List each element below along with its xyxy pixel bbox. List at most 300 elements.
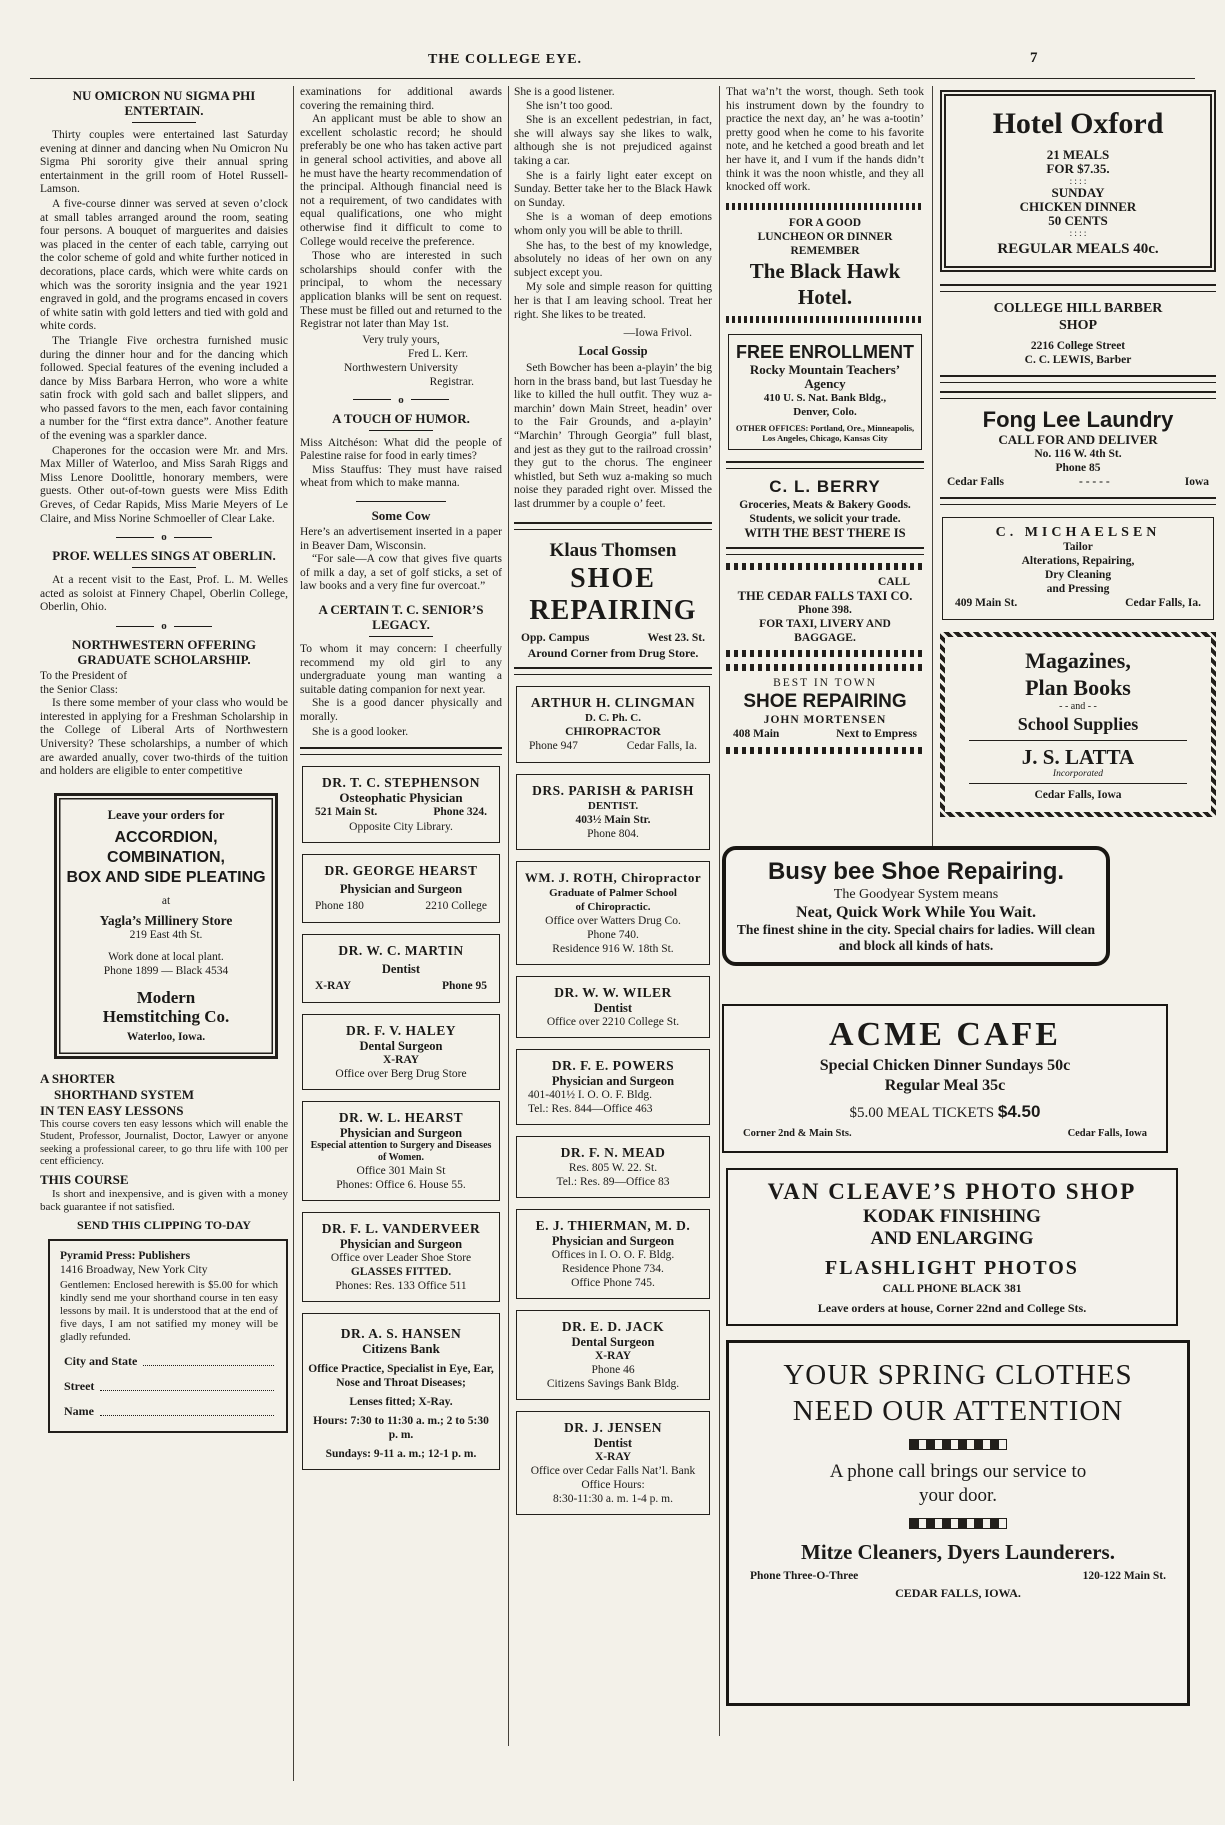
ad-line: CALL FOR AND DELIVER xyxy=(998,432,1158,447)
credentials: Graduate of Palmer School xyxy=(549,886,677,899)
paragraph: Here’s an advertisement inserted in a paper in Beaver Dam, Wisconsin. xyxy=(300,526,502,552)
directory-ad-roth xyxy=(516,861,710,965)
printer-ornament xyxy=(909,1518,1007,1529)
phone: Phone 398. xyxy=(798,603,852,616)
article-northwestern xyxy=(40,637,288,779)
paragraph: Chaperones for the occasion were Mr. and Mrs. Max Miller of Waterloo, and Miss Sarah Riggs and Miss Lenore Doolittle, honorary members, were guests. Other out-of-town guests were Miss Edith Greves, of Cedar Rapids, Miss Marie Meyers of Le Claire, and Miss Norine Schmoeller of Clear Lake. xyxy=(40,444,288,525)
paragraph: My sole and simple reason for quitting her is that I am leaving school. Treat her right. She likes to be treated. xyxy=(514,281,712,321)
ad-company: J. S. LATTA xyxy=(1021,745,1135,769)
ad-taxi xyxy=(726,563,924,657)
ad-fong-lee-laundry xyxy=(940,391,1216,505)
address: 2210 College xyxy=(425,900,487,913)
service: AND ENLARGING xyxy=(870,1228,1034,1249)
location-note: Opp. Campus xyxy=(521,631,590,644)
ad-line: Special Chicken Dinner Sundays 50c xyxy=(819,1057,1071,1074)
doctor-specialty: Dental Surgeon xyxy=(571,1334,655,1349)
phone: Phone 180 xyxy=(315,900,364,913)
directory-ad-haley xyxy=(302,1014,500,1090)
diamond-border xyxy=(726,563,924,570)
city: Cedar Falls, Iowa xyxy=(1034,789,1122,801)
diamond-border xyxy=(726,650,924,657)
connector-text: - - and - - xyxy=(1059,701,1097,712)
paragraph: To whom it may concern: I cheerfully recommend my old girl to any undergraduate young man wanting a suitable dating companion for next year. xyxy=(300,643,502,696)
ad-company: JOHN MORTENSEN xyxy=(763,713,887,726)
doctor-specialty: Physician and Surgeon xyxy=(339,882,463,897)
directory-ad-thierman xyxy=(516,1209,710,1299)
ad-line: Leave your orders for xyxy=(107,807,225,822)
contact-row xyxy=(948,596,1208,611)
ad-company: THE CEDAR FALLS TAXI CO. xyxy=(737,588,913,603)
ad-store-name: Yagla’s Millinery Store xyxy=(99,912,233,928)
doctor-name: ARTHUR H. CLINGMAN xyxy=(530,694,696,710)
ad-line: 219 East 4th St. xyxy=(129,928,203,941)
paragraph: examinations for additional awards covering the remaining third. xyxy=(300,86,502,112)
ad-mitze-cleaners xyxy=(726,1340,1190,1706)
phone: Phone Three-O-Three xyxy=(750,1570,859,1582)
doctor-name: DR. W. C. MARTIN xyxy=(338,943,464,959)
ad-company: ACME CAFE xyxy=(829,1016,1061,1053)
divider-o: o xyxy=(398,393,404,406)
location-note: Around Corner from Drug Store. xyxy=(527,645,699,660)
contact-row xyxy=(736,1126,1154,1141)
column-divider xyxy=(293,86,294,1781)
hours: Hours: 7:30 to 11:30 a. m.; 2 to 5:30 p. m. xyxy=(313,1415,489,1442)
ad-line: Groceries, Meats & Bakery Goods. xyxy=(739,498,911,511)
ad-line: CALL xyxy=(878,575,910,588)
ad-line: WITH THE BEST THERE IS xyxy=(744,525,906,540)
phone: Office Phone 745. xyxy=(571,1276,655,1289)
address: Citizens Savings Bank Bldg. xyxy=(546,1377,680,1390)
paragraph: At a recent visit to the East, Prof. L. M. Welles acted as soloist at Finnery Chapel, Oberlin College, Oberlin, Ohio. xyxy=(40,574,288,614)
article-title: PROF. WELLES SINGS AT OBERLIN. xyxy=(52,548,276,564)
hours: 8:30-11:30 a. m. 1-4 p. m. xyxy=(553,1492,673,1505)
title-rule xyxy=(356,501,446,502)
ad-line: SUNDAY xyxy=(1051,185,1105,200)
doctor-specialty: Dentist xyxy=(593,1000,633,1015)
hours-label: Office Hours: xyxy=(581,1478,645,1491)
article-title: A TOUCH OF HUMOR. xyxy=(332,410,470,426)
address: No. 116 W. 4th St. xyxy=(1034,448,1122,460)
ornament-colons: : : : : xyxy=(1069,176,1087,186)
printer-ornament xyxy=(909,1439,1007,1450)
directory-ad-jensen xyxy=(516,1411,710,1515)
phone: Phones: Res. 133 Office 511 xyxy=(335,1280,467,1293)
doctor-name: DR. F. N. MEAD xyxy=(560,1144,666,1160)
ad-klaus-thomsen xyxy=(514,533,712,664)
service: KODAK FINISHING xyxy=(863,1206,1041,1227)
address: 409 Main St. xyxy=(955,597,1018,609)
ad-line: Waterloo, Iowa. xyxy=(126,1030,206,1043)
paragraph: That wa’n’t the worst, though. Seth took his instrument down by the foundry to practice the next day, an’ he was a-tootin’ pretty good when he come to his favorite note, and he ketched a good breath and let her have it, and I vum if the hands didn’t think it was the noon whistle, and they all knocked off work. xyxy=(726,86,924,194)
location-note: Office over Cedar Falls Nat’l. Bank xyxy=(530,1464,696,1477)
address: 2216 College Street xyxy=(1030,340,1126,352)
signature-line: Northwestern University xyxy=(343,361,459,374)
article-welles xyxy=(40,548,288,615)
ad-line: FOR TAXI, LIVERY AND xyxy=(759,617,891,630)
phone: Phone 947 xyxy=(529,739,578,752)
fill-in-line xyxy=(143,1364,274,1366)
ad-college-hill-barber xyxy=(940,284,1216,383)
doctor-specialty: Physician and Surgeon xyxy=(551,1233,675,1248)
doctor-name: DR. A. S. HANSEN xyxy=(340,1326,462,1342)
article-nu-omicron xyxy=(40,88,288,526)
section-divider xyxy=(80,531,248,543)
page-number: 7 xyxy=(1030,50,1038,66)
article-title: Some Cow xyxy=(371,508,431,524)
product-line: Magazines, xyxy=(1025,648,1131,673)
paragraph: To the President of xyxy=(40,670,128,682)
ad-mortensen xyxy=(726,664,924,754)
paragraph: She is a woman of deep emotions whom only you will be able to thrill. xyxy=(514,211,712,237)
location-note: Office over Watters Drug Co. xyxy=(545,914,681,927)
ad-line: FOR $7.35. xyxy=(1046,161,1110,176)
service-note: Lenses fitted; X-Ray. xyxy=(349,1396,453,1409)
city: Cedar Falls, Iowa xyxy=(1067,1128,1147,1139)
specialty-note: Office Practice, Specialist in Eye, Ear, Nose and Throat Diseases; xyxy=(308,1363,494,1390)
location-note: Opposite City Library. xyxy=(349,821,453,834)
field-label: City and State xyxy=(64,1353,138,1368)
ticket-price: $4.50 xyxy=(997,1102,1041,1121)
title-rule xyxy=(132,567,196,568)
xray-label: X-RAY xyxy=(315,980,351,993)
doctor-name: DR. E. D. JACK xyxy=(561,1318,665,1334)
phone: Tel.: Res. 89—Office 83 xyxy=(556,1175,670,1188)
ad-company: C. L. BERRY xyxy=(769,476,881,496)
doctor-specialty: Physician and Surgeon xyxy=(551,1073,675,1088)
coupon-address: 1416 Broadway, New York City xyxy=(60,1263,208,1276)
service: FLASHLIGHT PHOTOS xyxy=(825,1257,1079,1279)
column-divider xyxy=(508,86,509,1746)
paragraph: An applicant must be able to show an excellent scholastic record; he should preferably be one who has taken active part in general school activities, and above all he must have the hearty recommendation of the principal. Although financial need is not a requirement, of two candidates with equal qualifications, one who might otherwise find it difficult to come to College would receive the preference. xyxy=(300,113,502,248)
contact-row xyxy=(308,899,494,914)
directory-ad-hansen xyxy=(302,1313,500,1470)
city: Cedar Falls, Ia. xyxy=(1125,597,1201,609)
trade: Tailor xyxy=(1063,541,1093,553)
title-rule xyxy=(132,122,196,123)
dash-ornament: - - - - - xyxy=(1079,476,1110,488)
coupon-field-city-state xyxy=(64,1354,274,1369)
section-rule xyxy=(940,284,1216,292)
ad-line: SEND THIS CLIPPING TO-DAY xyxy=(77,1217,251,1232)
ticket-label: $5.00 MEAL TICKETS xyxy=(849,1105,995,1121)
ad-company: Klaus Thomsen xyxy=(549,539,677,561)
doctor-specialty: Dentist xyxy=(593,1435,633,1450)
directory-ad-mead xyxy=(516,1136,710,1198)
state: Iowa xyxy=(1184,476,1209,488)
paragraph: This course covers ten easy lessons which will enable the Student, Professor, Journalist, Doctor, Lawyer or anyone seeking a professional career, to go thru life with 100 per cent efficiency. xyxy=(40,1118,288,1168)
doctor-specialty: Physician and Surgeon xyxy=(339,1126,463,1141)
paragraph: Miss Aitchéson: What did the people of Palestine raise for food in early times? xyxy=(300,436,502,463)
section-rule xyxy=(940,375,1216,383)
article-title: NU OMICRON NU SIGMA PHI ENTERTAIN. xyxy=(72,88,256,118)
credentials: of Chiropractic. xyxy=(575,900,651,913)
phone: Residence Phone 734. xyxy=(562,1262,664,1275)
article-title: NORTHWESTERN OFFERING GRADUATE SCHOLARSHIP. xyxy=(71,637,257,667)
ad-company: COLLEGE HILL BARBER xyxy=(993,301,1163,316)
location-note: Leave orders at house, Corner 22nd and College Sts. xyxy=(817,1301,1087,1315)
coupon-field-street xyxy=(64,1379,274,1394)
ad-hotel-oxford xyxy=(940,90,1216,272)
paragraph: She is a good looker. xyxy=(312,725,409,738)
address: West 23. St. xyxy=(647,631,705,644)
field-label: Street xyxy=(64,1378,95,1393)
ad-line: BOX AND SIDE PLEATING xyxy=(66,868,266,886)
section-divider xyxy=(80,620,248,632)
phone: Tel.: Res. 844—Office 463 xyxy=(528,1102,653,1115)
page-title: THE COLLEGE EYE. xyxy=(427,52,583,67)
ad-meal-ticket xyxy=(736,1102,1154,1122)
divider-o: o xyxy=(161,620,167,632)
ad-line: your door. xyxy=(918,1485,998,1506)
coupon-text: Gentlemen: Enclosed herewith is $5.00 for which kindly send me your shorthand course in ten easy lessons by mail. It is understood that at the end of five days, I am not satified my money will be gladly refunded. xyxy=(60,1278,278,1343)
ad-headline: SHOE REPAIRING xyxy=(743,690,907,712)
ad-line: FOR A GOOD xyxy=(788,216,862,229)
ad-company: Hemstitching Co. xyxy=(102,1006,230,1026)
address: Office 301 Main St xyxy=(356,1165,446,1178)
ad-line: BAGGAGE. xyxy=(794,631,856,644)
phone: Phone 740. xyxy=(587,928,639,941)
hours-sunday: Sundays: 9-11 a. m.; 12-1 p. m. xyxy=(325,1448,477,1461)
ad-teachers-agency xyxy=(728,334,922,450)
xray-label: X-RAY xyxy=(595,1349,631,1362)
paragraph: Miss Stauffus: They must have raised wheat from which to make manna. xyxy=(300,463,502,490)
ad-line: Work done at local plant. xyxy=(108,950,224,963)
doctor-name: DR. J. JENSEN xyxy=(563,1419,662,1435)
doctor-name: WM. J. ROTH, Chiropractor xyxy=(524,869,702,885)
hash-border xyxy=(726,316,924,323)
address: 408 Main xyxy=(733,727,780,740)
ad-michaelsen-tailor xyxy=(942,517,1214,620)
section-divider xyxy=(340,394,462,406)
signature-line: Registrar. xyxy=(429,375,474,388)
column-4 xyxy=(726,86,924,756)
diamond-border xyxy=(726,747,924,754)
title-rule xyxy=(369,636,433,637)
section-rule xyxy=(514,667,712,675)
article-title: Local Gossip xyxy=(578,344,648,359)
ad-latta xyxy=(940,632,1216,817)
address: Denver, Colo. xyxy=(793,405,857,418)
signature-line: —Iowa Frivol. xyxy=(623,327,692,340)
doctor-name: DR. F. V. HALEY xyxy=(345,1023,457,1039)
doctor-name: E. J. THIERMAN, M. D. xyxy=(535,1217,691,1233)
location-note: Office over Leader Shoe Store xyxy=(330,1252,472,1265)
ad-company: Modern xyxy=(136,987,196,1007)
phone: Phones: Office 6. House 55. xyxy=(336,1179,466,1192)
paragraph: Is there some member of your class who would be interested in applying for a Freshman Scholarship in the College of Liberal Arts of Northwestern University? These scholarships, a number of which are awarded anually, cover two-thirds of the tuition and holders are eligible to enter competitive xyxy=(40,697,288,778)
doctor-name: DRS. PARISH & PARISH xyxy=(532,782,694,798)
column-divider xyxy=(719,86,720,1736)
directory-ad-george-hearst xyxy=(302,854,500,923)
paragraph: Is short and inexpensive, and is given with a money back guarantee if not satisfied. xyxy=(40,1187,288,1213)
doctor-specialty: Osteophatic Physician xyxy=(339,790,463,806)
doctor-name: DR. W. W. WILER xyxy=(554,984,672,1000)
service-note: GLASSES FITTED. xyxy=(350,1266,452,1279)
title-rule xyxy=(369,430,433,431)
ad-headline: REPAIRING xyxy=(529,594,697,626)
paragraph: She is a good listener. xyxy=(514,86,615,98)
contact-row xyxy=(514,631,712,646)
city: CEDAR FALLS, IOWA. xyxy=(895,1586,1021,1600)
thin-rule xyxy=(969,740,1187,741)
paragraph: She is a good dancer physically and morally. xyxy=(300,697,502,723)
ad-line: LUNCHEON OR DINNER xyxy=(757,230,893,243)
service: Dry Cleaning xyxy=(1044,569,1112,581)
article-title: A CERTAIN T. C. SENIOR’S LEGACY. xyxy=(318,602,484,633)
phone: Phone 804. xyxy=(587,827,639,840)
paragraph: She isn’t too good. xyxy=(526,99,613,112)
ad-line: BEST IN TOWN xyxy=(773,676,877,689)
city-row xyxy=(940,475,1216,490)
column-2 xyxy=(300,86,502,1481)
ad-hotel-name: Hotel Oxford xyxy=(992,107,1164,140)
ad-headline: FREE ENROLLMENT xyxy=(736,341,914,362)
ad-line: Regular Meal 35c xyxy=(884,1077,1006,1094)
service: and Pressing xyxy=(1046,583,1110,595)
signature-line: Very truly yours, xyxy=(362,333,440,346)
proprietor: C. C. LEWIS, Barber xyxy=(1024,354,1132,366)
doctor-name: DR. F. L. VANDERVEER xyxy=(321,1221,481,1237)
paragraph: She is a fairly light eater except on Sunday. Better take her to the Black Hawk on Sunday. xyxy=(514,169,712,209)
phone: Phone 85 xyxy=(1055,462,1101,474)
thin-rule xyxy=(969,783,1187,784)
ad-line: REMEMBER xyxy=(790,244,860,257)
agency-name: Agency xyxy=(804,375,846,391)
column-5 xyxy=(940,90,1216,817)
paragraph: She is an excellent pedestrian, in fact, she will always say she likes to walk, although she is not prejudiced against taking a car. xyxy=(514,114,712,167)
ad-line: CHICKEN DINNER xyxy=(1019,199,1137,214)
paragraph: Seth Bowcher has been a-playin’ the big horn in the brass band, but last Tuesday he like to killed the hull outfit. They wuz a-marchin’ down Main Street, headin’ over to the Fair Grounds, and a-playin’ “Marchin’ Through Georgia” full blast, and jest as they gut to the railroad crossin’ they gut to the chorus. The engineer whistled, but Seth wuz a-making so much noise they paraded right over. Missed the last drummer by a couple o’ feet. xyxy=(514,362,712,511)
ad-headline: SHOE xyxy=(570,562,656,594)
ad-slogan: Neat, Quick Work While You Wait. xyxy=(796,904,1036,921)
product-line: School Supplies xyxy=(1017,714,1139,734)
city: Cedar Falls xyxy=(947,476,1004,488)
phone: Phone 46 xyxy=(591,1363,635,1376)
contact-row xyxy=(743,1569,1173,1584)
doctor-specialty: DENTIST. xyxy=(587,799,639,812)
contact-row xyxy=(522,739,704,754)
location-note: Office over 2210 College St. xyxy=(546,1015,680,1028)
ad-line: The finest shine in the city. Special chairs for ladies. Will clean and block all kinds of hats. xyxy=(736,922,1096,953)
city: Cedar Falls, Ia. xyxy=(626,739,697,752)
field-label: Name xyxy=(64,1403,94,1418)
paragraph: Those who are interested in such scholarships should confer with the principal, to whom the necessary application blanks will be sent on request. These must be filled out and returned to the Registrar not later than May 1st. xyxy=(300,250,502,331)
contact-row xyxy=(308,979,494,994)
ad-line: ACCORDION, COMBINATION, xyxy=(107,828,225,866)
ad-hotel-name: The Black Hawk Hotel. xyxy=(749,258,901,309)
address: Residence 916 W. 18th St. xyxy=(552,942,674,955)
ad-heading: IN TEN EASY LESSONS xyxy=(40,1102,184,1118)
address: 410 U. S. Nat. Bank Bldg., xyxy=(763,391,887,404)
address: 401-401½ I. O. O. F. Bldg. xyxy=(528,1088,652,1101)
doctor-specialty: CHIROPRACTOR xyxy=(565,725,661,738)
hash-border xyxy=(726,203,924,210)
coupon-publisher: Pyramid Press: Publishers xyxy=(60,1249,191,1262)
address: 403½ Main Str. xyxy=(575,813,651,826)
contact-row xyxy=(726,727,924,742)
paragraph: Thirty couples were entertained last Saturday evening at dinner and dancing when Nu Omicron Nu Sigma Phi sorority give their annual spring entertainment in the grill room of Hotel Russell-Lamson. xyxy=(40,129,288,196)
address: 521 Main St. xyxy=(315,806,378,819)
ad-company: Busy bee Shoe Repairing. xyxy=(767,858,1065,885)
address: Offices in I. O. O. F. Bldg. xyxy=(551,1248,675,1261)
fill-in-line xyxy=(100,1389,274,1391)
product-line: Plan Books xyxy=(1025,675,1131,700)
ad-company: Mitze Cleaners, Dyers Launderers. xyxy=(801,1540,1115,1564)
ad-black-hawk-hotel xyxy=(726,203,924,323)
section-rule xyxy=(726,461,924,469)
service: Alterations, Repairing, xyxy=(1021,555,1135,567)
paragraph: The Triangle Five orchestra furnished music during the dinner hour and for the dancing which followed. Special features of the evening included a dance by Miss Barbara Herron, who wore a white satin frock with gold sach and ballet slippers, and who passed favors to the men, each favor containing a number for the “first extra dance”. Another feature of the evening was a sparkler dance. xyxy=(40,334,288,443)
section-rule xyxy=(940,391,1216,399)
section-rule xyxy=(726,547,924,555)
address: Corner 2nd & Main Sts. xyxy=(743,1128,852,1139)
directory-ad-jack xyxy=(516,1310,710,1400)
doctor-name: DR. W. L. HEARST xyxy=(338,1110,464,1126)
doctor-specialty: Dental Surgeon xyxy=(359,1039,443,1054)
ad-busy-bee xyxy=(722,846,1110,966)
agency-name: Rocky Mountain Teachers’ xyxy=(749,361,901,377)
address: Res. 805 W. 22. St. xyxy=(568,1161,658,1174)
directory-ad-stephenson xyxy=(302,766,500,843)
ad-line: Phone 1899 — Black 4534 xyxy=(103,964,229,977)
directory-ad-parish xyxy=(516,774,710,850)
incorporated-label: Incorporated xyxy=(1052,769,1104,779)
xray-label: X-RAY xyxy=(595,1450,631,1463)
fill-in-line xyxy=(100,1414,274,1416)
column-3 xyxy=(514,86,712,1526)
phone: Phone 95 xyxy=(441,980,487,993)
doctor-specialty: Dentist xyxy=(381,962,421,977)
paragraph: “For sale—A cow that gives five quarts of milk a day, a set of golf sticks, a set of law books and a very fine fur overcoat.” xyxy=(300,553,502,593)
section-rule xyxy=(300,747,502,755)
section-rule xyxy=(940,497,1216,505)
paragraph: the Senior Class: xyxy=(40,683,118,696)
ad-berry-grocery xyxy=(726,461,924,555)
location-note: Office over Berg Drug Store xyxy=(335,1068,467,1081)
ad-line: The Goodyear System means xyxy=(833,887,999,902)
doctor-name: DR. F. E. POWERS xyxy=(551,1057,675,1073)
paragraph: A five-course dinner was served at seven o’clock at small tables arranged around the room, seating four persons. A bouquet of marguerites and daisies was placed in the center of each table, carrying out the color scheme of gold and white further noticed in decorations, place cards, which were white cards on which was the sorority insignia and the year 1921 engraved in gold, and the programs encased in covers of white satin with gold letters and tied with gold and white cords. xyxy=(40,197,288,333)
ad-company: C. MICHAELSEN xyxy=(995,525,1161,540)
ad-van-cleave xyxy=(726,1168,1178,1326)
doctor-name: DR. GEORGE HEARST xyxy=(324,863,478,879)
directory-ad-vanderveer xyxy=(302,1212,500,1302)
doctor-name: DR. T. C. STEPHENSON xyxy=(321,775,481,791)
other-offices: OTHER OFFICES: Portland, Ore., Minneapolis, Los Angeles, Chicago, Kansas City xyxy=(735,422,915,443)
ad-line: Students, we solicit your trade. xyxy=(749,512,901,525)
ad-line: 50 CENTS xyxy=(1048,213,1108,228)
ad-line: 21 MEALS xyxy=(1046,147,1110,162)
phone: Phone 324. xyxy=(433,806,487,819)
ad-line: at xyxy=(161,894,171,907)
ad-headline: YOUR SPRING CLOTHES xyxy=(783,1359,1133,1391)
ad-line: REGULAR MEALS 40c. xyxy=(997,241,1159,257)
xray-label: X-RAY xyxy=(383,1054,419,1067)
directory-ad-martin xyxy=(302,934,500,1003)
ad-heading: SHORTHAND SYSTEM xyxy=(54,1086,195,1102)
section-rule xyxy=(514,522,712,530)
paragraph: She has, to the best of my knowledge, absolutely no ideas of her own on any subject except you. xyxy=(514,239,712,279)
phone: CALL PHONE BLACK 381 xyxy=(882,1283,1022,1295)
coupon-field-name xyxy=(64,1404,274,1419)
ad-company: Fong Lee Laundry xyxy=(982,407,1174,432)
address: 120-122 Main St. xyxy=(1082,1570,1166,1582)
location-note: Next to Empress xyxy=(836,727,917,740)
ad-company: SHOP xyxy=(1058,318,1098,333)
contact-row xyxy=(308,805,494,820)
doctor-specialty: Physician and Surgeon xyxy=(339,1237,463,1252)
column-divider xyxy=(932,86,933,856)
